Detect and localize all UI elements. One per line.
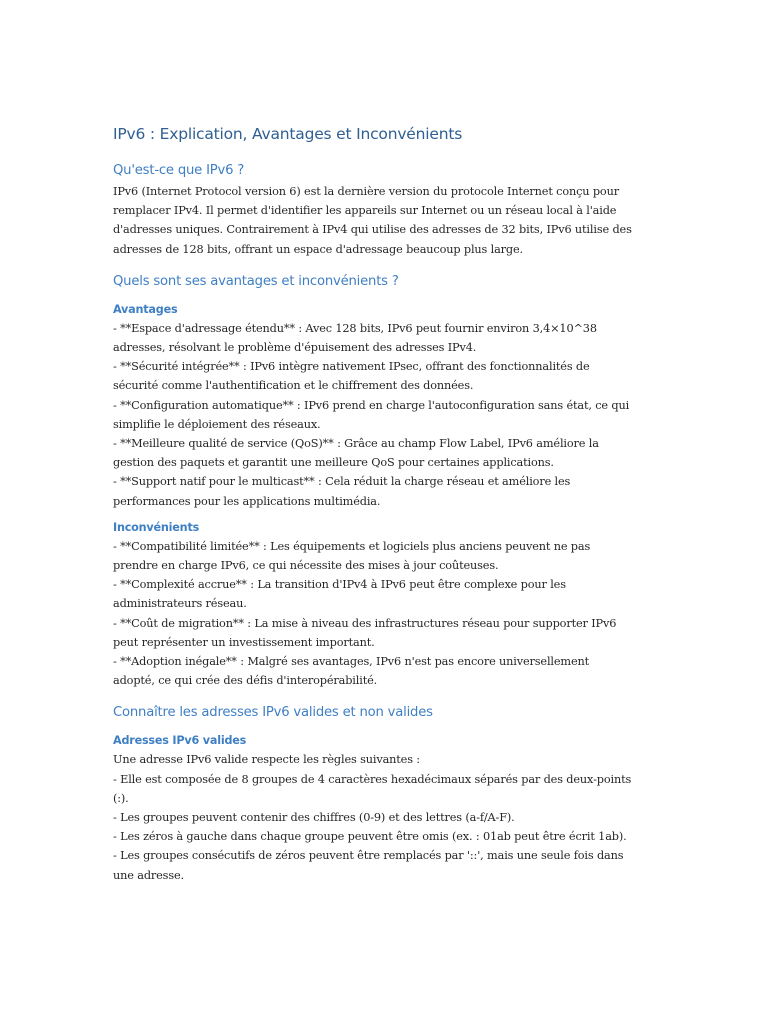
list-item: administrateurs réseau. [113,597,247,611]
list-item: peut représenter un investissement important. [113,635,375,649]
list-item: - **Meilleure qualité de service (QoS)** : Grâce au champ Flow Label, IPv6 améliore la [113,437,599,451]
paragraph-line: IPv6 (Internet Protocol version 6) est la dernière version du protocole Internet conçu pour [113,185,619,198]
valid-addresses-list [113,750,658,884]
list-item: adresses, résolvant le problème d'épuisement des adresses IPv4. [113,341,477,355]
section-body-what-is-ipv6 [113,182,658,259]
document-title: IPv6 : Explication, Avantages et Inconvénients [113,125,463,143]
list-item: - Les groupes consécutifs de zéros peuvent être remplacés par '::', mais une seule fois dans [113,849,624,863]
subheading-disadvantages: Inconvénients [113,520,200,534]
list-item: - **Coût de migration** : La mise à niveau des infrastructures réseau pour supporter IPv6 [113,616,617,630]
list-item: gestion des paquets et garantit une meilleure QoS pour certaines applications. [113,456,554,470]
subheading-advantages: Avantages [113,302,178,316]
section-heading-valid-addresses: Connaître les adresses IPv6 valides et non valides [113,705,433,721]
list-item: une adresse. [113,868,184,882]
paragraph-line: d'adresses uniques. Contrairement à IPv4 qui utilise des adresses de 32 bits, IPv6 utilise des [113,223,632,237]
paragraph-line: adresses de 128 bits, offrant un espace d'adressage beaucoup plus large. [113,242,523,256]
list-item: - Les groupes peuvent contenir des chiffres (0-9) et des lettres (a-f/A-F). [113,811,515,825]
list-item: - **Sécurité intégrée** : IPv6 intègre nativement IPsec, offrant des fonctionnalités de [113,360,590,374]
list-item: - Elle est composée de 8 groupes de 4 caractères hexadécimaux séparés par des deux-points [113,772,632,786]
list-item: - **Complexité accrue** : La transition d'IPv4 à IPv6 peut être complexe pour les [113,578,566,592]
subheading-valid-ipv6: Adresses IPv6 valides [113,734,247,748]
list-item: - Les zéros à gauche dans chaque groupe peuvent être omis (ex. : 01ab peut être écrit 1ab). [113,830,627,844]
paragraph-line: remplacer IPv4. Il permet d'identifier les appareils sur Internet ou un réseau local à l'aide [113,204,617,218]
list-item: - **Espace d'adressage étendu** : Avec 128 bits, IPv6 peut fournir environ 3,4×10^38 [113,321,597,335]
section-heading-pros-cons: Quels sont ses avantages et inconvénients ? [113,273,399,289]
list-item: - **Support natif pour le multicast** : Cela réduit la charge réseau et améliore les [113,475,571,489]
list-item: (:). [113,791,129,805]
list-item: - **Compatibilité limitée** : Les équipements et logiciels plus anciens peuvent ne pas [113,539,591,553]
disadvantages-list [113,537,658,691]
list-item: Une adresse IPv6 valide respecte les règles suivantes : [113,753,420,767]
list-item: adopté, ce qui crée des défis d'interopérabilité. [113,674,378,688]
list-item: - **Adoption inégale** : Malgré ses avantages, IPv6 n'est pas encore universellement [113,655,590,669]
document-page [113,122,658,885]
list-item: - **Configuration automatique** : IPv6 prend en charge l'autoconfiguration sans état, ce qui [113,398,630,412]
list-item: sécurité comme l'authentification et le chiffrement des données. [113,379,474,393]
section-heading-what-is-ipv6: Qu'est-ce que IPv6 ? [113,163,245,178]
list-item: prendre en charge IPv6, ce qui nécessite des mises à jour coûteuses. [113,559,499,573]
advantages-list [113,319,658,511]
list-item: simplifie le déploiement des réseaux. [113,417,321,431]
list-item: performances pour les applications multimédia. [113,494,381,508]
